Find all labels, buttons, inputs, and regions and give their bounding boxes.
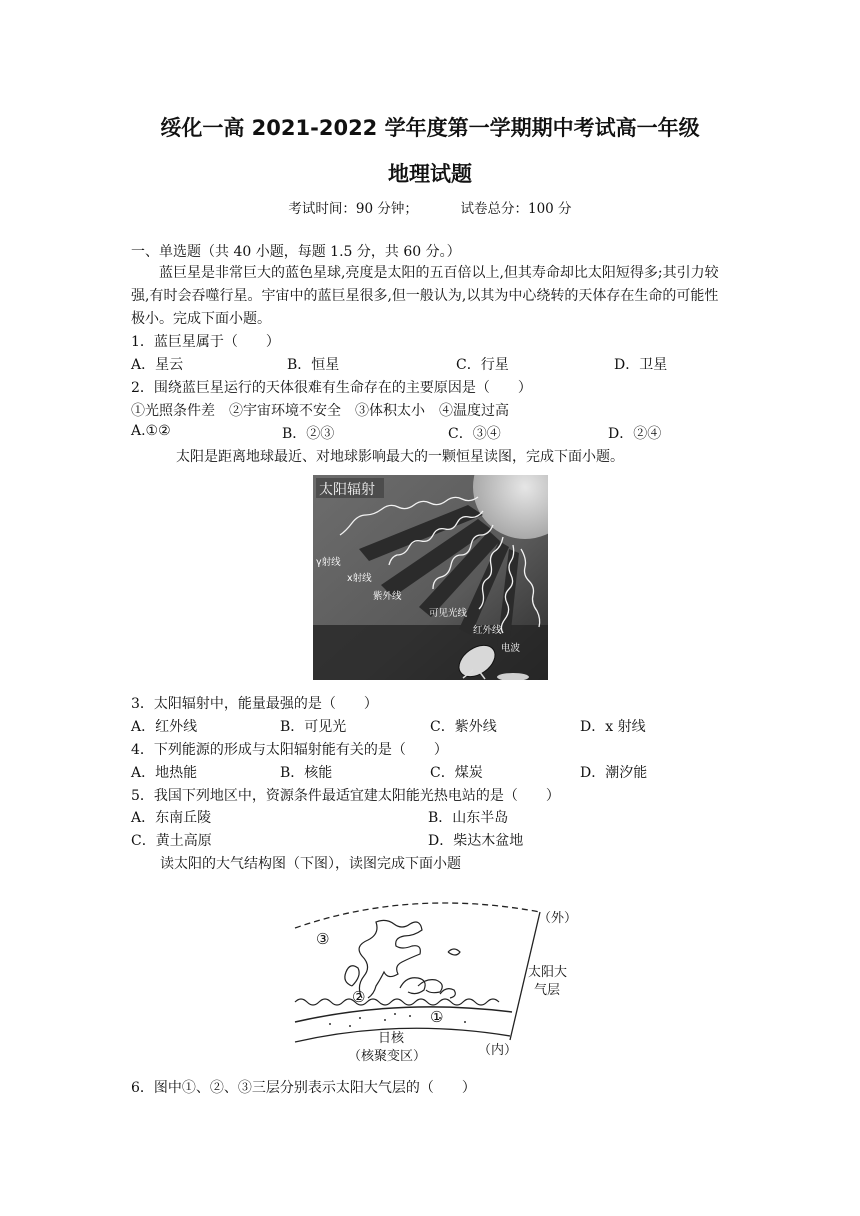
question-1-option-b: B．恒星 (287, 357, 340, 373)
label-core: 日核 (378, 1031, 405, 1046)
label-radio-wave: 电波 (501, 643, 521, 654)
question-3-option-d: D．x 射线 (580, 719, 646, 735)
question-4-option-c: C．煤炭 (430, 765, 483, 781)
label-inner: （内） (478, 1043, 518, 1058)
label-fusion-zone: （核聚变区） (348, 1049, 427, 1064)
label-atmosphere-line2: 气层 (534, 983, 561, 998)
label-layer-3: ③ (316, 930, 330, 948)
question-5-option-b: B．山东半岛 (428, 810, 509, 826)
question-2-option-c: C．③④ (448, 426, 501, 442)
exam-time: 考试时间：90 分钟； (288, 201, 418, 217)
figure1-title: 太阳辐射 (319, 482, 375, 498)
label-visible-light: 可见光线 (429, 608, 468, 619)
question-1-option-c: C．行星 (456, 357, 509, 373)
question-3-stem: 3．太阳辐射中，能量最强的是（ ） (131, 696, 378, 712)
question-1-option-a: A．星云 (131, 357, 184, 373)
label-gamma-ray: γ射线 (316, 557, 341, 568)
exam-title-line2: 地理试题 (388, 162, 472, 186)
label-x-ray: x射线 (347, 573, 372, 584)
question-5-stem: 5．我国下列地区中，资源条件最适宜建太阳能光热电站的是（ ） (131, 788, 560, 804)
question-2-choices: ①光照条件差 ②宇宙环境不安全 ③体积太小 ④温度过高 (131, 403, 509, 419)
label-atmosphere-line1: 太阳大 (528, 965, 568, 980)
question-4-option-a: A．地热能 (131, 765, 198, 781)
exam-title-line1: 绥化一高 2021-2022 学年度第一学期期中考试高一年级 (160, 116, 700, 140)
label-layer-2: ② (352, 988, 366, 1006)
question-2-option-a: A.①② (131, 423, 171, 439)
question-1-stem: 1．蓝巨星属于（ ） (131, 334, 280, 350)
passage-sun-atmosphere: 读太阳的大气结构图（下图），读图完成下面小题 (160, 856, 461, 872)
question-5-option-d: D．柴达木盆地 (428, 833, 524, 849)
passage-blue-giant: 蓝巨星是非常巨大的蓝色星球,亮度是太阳的五百倍以上,但其寿命却比太阳短得多;其引力较强,有时会吞噬行星。宇宙中的蓝巨星很多,但一般认为,以其为中心绕转的天体存在生命的可能性极小。完成下面小题。 (131, 265, 719, 327)
question-4-option-b: B．核能 (280, 765, 333, 781)
question-2-option-d: D．②④ (608, 426, 662, 442)
question-6-stem: 6．图中①、②、③三层分别表示太阳大气层的（ ） (131, 1080, 476, 1096)
total-score: 试卷总分：100 分 (460, 201, 572, 217)
passage-sun: 太阳是距离地球最近、对地球影响最大的一颗恒星读图，完成下面小题。 (176, 449, 624, 465)
solar-radiation-figure (313, 475, 548, 680)
label-layer-1: ① (430, 1008, 444, 1026)
question-3-option-a: A．红外线 (131, 719, 198, 735)
label-outer: （外） (538, 911, 578, 926)
label-infrared: 红外线 (473, 625, 502, 636)
section-heading: 一、单选题（共 40 小题，每题 1.5 分，共 60 分。） (131, 244, 461, 260)
question-4-option-d: D．潮汐能 (580, 765, 648, 781)
question-2-option-b: B．②③ (282, 426, 335, 442)
question-4-stem: 4．下列能源的形成与太阳辐射能有关的是（ ） (131, 742, 448, 758)
exam-info (0, 197, 860, 217)
question-3-option-c: C．紫外线 (430, 719, 497, 735)
label-ultraviolet: 紫外线 (373, 591, 402, 602)
question-2-stem: 2．围绕蓝巨星运行的天体很难有生命存在的主要原因是（ ） (131, 380, 532, 396)
question-5-option-a: A．东南丘陵 (131, 810, 212, 826)
sun-atmosphere-figure (290, 890, 595, 1070)
question-1-option-d: D．卫星 (614, 357, 668, 373)
question-3-option-b: B．可见光 (280, 719, 347, 735)
question-5-option-c: C．黄土高原 (131, 833, 212, 849)
